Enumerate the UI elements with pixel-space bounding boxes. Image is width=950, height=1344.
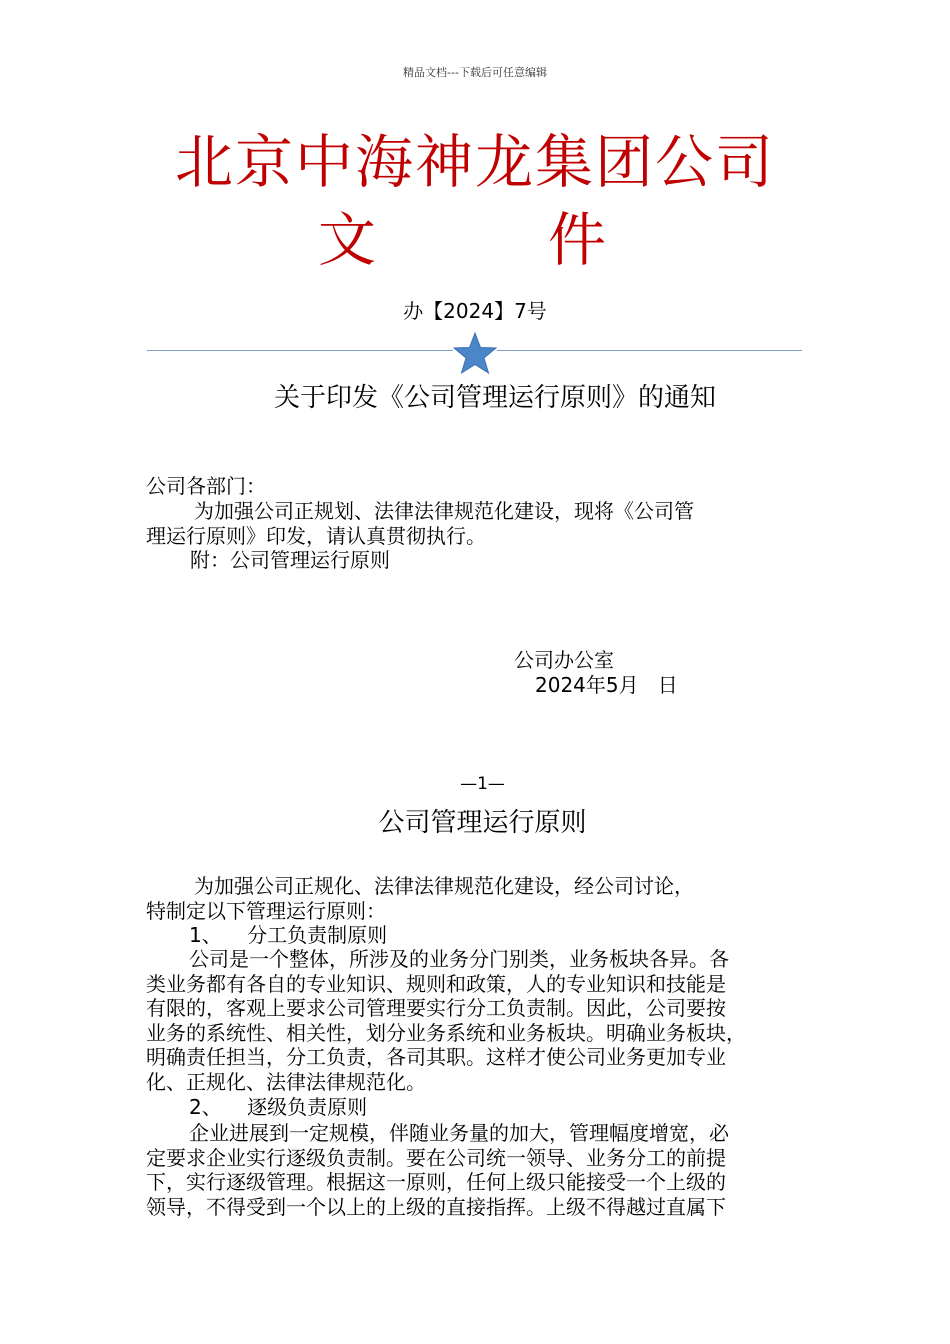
item-1-line: 有限的，客观上要求公司管理要实行分工负责制。因此，公司要按: [146, 996, 726, 1020]
signer: 公司办公室: [514, 648, 614, 672]
org-title: 北京中海神龙集团公司: [174, 128, 775, 196]
item-1-heading: 1、 分工负责制原则: [189, 923, 388, 947]
item-1-line: 明确责任担当，分工负责，各司其职。这样才使公司业务更加专业: [146, 1045, 726, 1069]
page-number: —1—: [460, 774, 505, 794]
doc-title-char-2: 件: [548, 206, 607, 274]
notice-attachment: 附：公司管理运行原则: [190, 548, 390, 572]
star-icon: [450, 330, 500, 376]
issue-date: 2024年5月 日: [535, 673, 678, 697]
doc-title-char-1: 文: [318, 206, 377, 274]
notice-salutation: 公司各部门：: [146, 474, 266, 498]
header-note: 精品文档---下载后可任意编辑: [403, 66, 547, 79]
notice-body-line-2: 理运行原则》印发，请认真贯彻执行。: [146, 524, 486, 548]
item-2-line: 下，实行逐级管理。根据这一原则，任何上级只能接受一个上级的: [146, 1170, 726, 1194]
item-1-line: 业务的系统性、相关性，划分业务系统和业务板块。明确业务板块，: [146, 1021, 746, 1045]
item-2-line: 定要求企业实行逐级负责制。要在公司统一领导、业务分工的前提: [146, 1146, 726, 1170]
item-1-line: 化、正规化、法律法律规范化。: [146, 1070, 426, 1094]
item-1-line: 类业务都有各自的专业知识、规则和政策，人的专业知识和技能是: [146, 972, 726, 996]
principles-intro-line-2: 特制定以下管理运行原则：: [146, 899, 386, 923]
notice-title: 关于印发《公司管理运行原则》的通知: [273, 383, 716, 413]
item-2-line: 企业进展到一定规模，伴随业务量的加大，管理幅度增宽，必: [189, 1121, 729, 1145]
principles-intro-line-1: 为加强公司正规化、法律法律规范化建设，经公司讨论，: [194, 874, 694, 898]
notice-body-line-1: 为加强公司正规划、法律法律规范化建设，现将《公司管: [194, 499, 694, 523]
principles-title: 公司管理运行原则: [378, 808, 587, 838]
doc-number: 办【2024】7号: [403, 299, 547, 323]
item-1-line: 公司是一个整体，所涉及的业务分门别类，业务板块各异。各: [189, 947, 729, 971]
item-2-heading: 2、 逐级负责原则: [189, 1095, 368, 1119]
item-2-line: 领导，不得受到一个以上的上级的直接指挥。上级不得越过直属下: [146, 1195, 726, 1219]
